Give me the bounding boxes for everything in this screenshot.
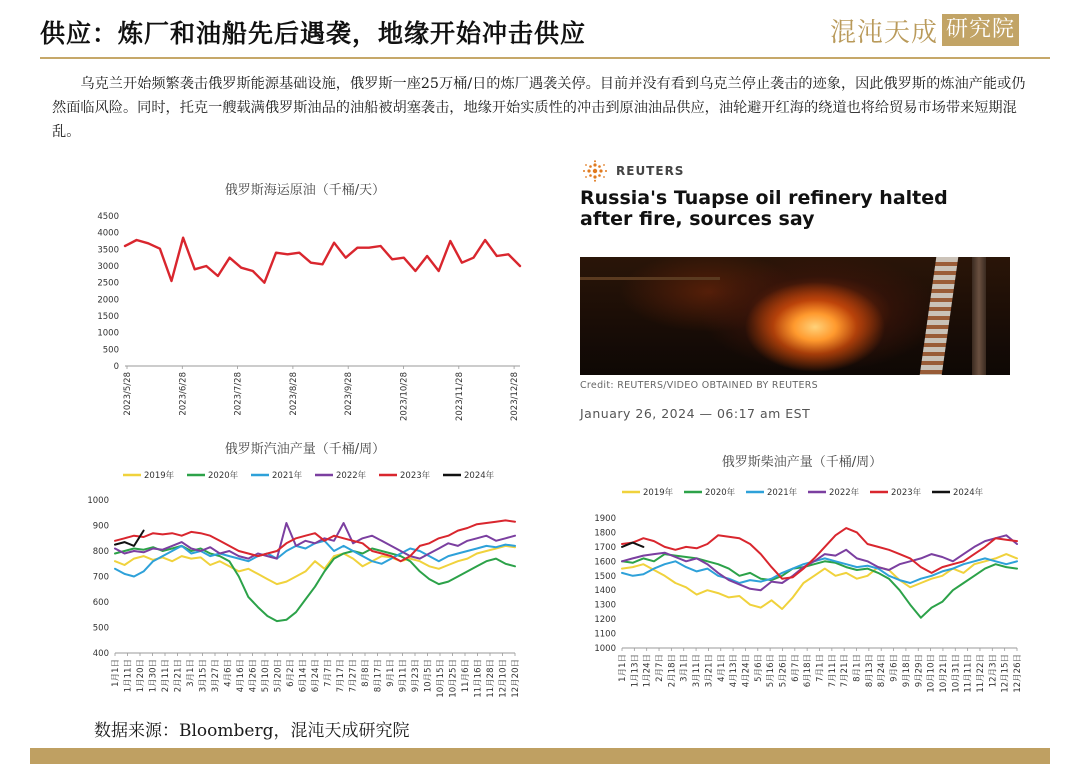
x-tick-label: 2023/8/28 — [288, 372, 299, 416]
title-divider — [40, 57, 1050, 59]
x-tick-label: 3月11日 — [692, 654, 703, 688]
y-tick-label: 600 — [92, 598, 109, 608]
reuters-logo-icon — [580, 160, 610, 182]
x-tick-label: 9月6日 — [889, 654, 900, 682]
news-date: January 26, 2024 — 06:17 am EST — [580, 406, 811, 421]
news-clipping — [580, 160, 1012, 430]
y-tick-label: 900 — [92, 521, 109, 532]
legend-item — [379, 470, 431, 481]
y-tick-label: 1800 — [594, 528, 616, 539]
x-tick-label: 11月16日 — [473, 659, 484, 698]
x-tick-label: 4月6日 — [223, 659, 234, 687]
x-tick-label: 3月15日 — [198, 659, 209, 693]
y-tick-label: 3500 — [97, 245, 119, 256]
y-tick-label: 1400 — [594, 586, 616, 597]
legend-label: 2019年 — [144, 471, 175, 481]
x-tick-label: 4月26日 — [248, 659, 259, 693]
x-tick-label: 8月13日 — [864, 654, 875, 688]
x-tick-label: 10月5日 — [423, 659, 434, 693]
x-tick-label: 2月18日 — [667, 654, 678, 688]
legend-label: 2022年 — [336, 471, 367, 481]
legend-label: 2023年 — [891, 488, 922, 498]
legend-item — [315, 470, 367, 481]
x-tick-label: 12月10日 — [498, 659, 509, 698]
x-tick-label: 8月1日 — [852, 654, 863, 682]
x-tick-label: 7月1日 — [815, 654, 826, 682]
y-tick-label: 1100 — [594, 629, 616, 640]
x-tick-label: 3月1日 — [679, 654, 690, 682]
x-tick-label: 12月26日 — [1013, 654, 1023, 693]
x-tick-label: 7月7日 — [323, 659, 334, 687]
x-tick-label: 3月1日 — [186, 659, 196, 687]
y-tick-label: 500 — [102, 345, 119, 356]
x-tick-label: 12月15日 — [1000, 654, 1011, 693]
x-tick-label: 2月7日 — [655, 654, 666, 682]
reuters-brand — [580, 160, 684, 182]
x-tick-label: 8月8日 — [361, 659, 371, 687]
x-tick-label: 11月6日 — [461, 659, 471, 693]
y-tick-label: 2500 — [97, 278, 119, 289]
x-tick-label: 6月24日 — [311, 659, 321, 693]
x-tick-label: 6月7日 — [790, 654, 801, 682]
x-tick-label: 8月17日 — [373, 659, 384, 693]
x-tick-label: 6月14日 — [298, 659, 309, 693]
logo-box-text: 研究院 — [942, 14, 1019, 46]
x-tick-label: 2月21日 — [173, 659, 184, 693]
x-tick-label: 6月2日 — [286, 659, 296, 687]
x-tick-label: 2023/9/28 — [344, 372, 355, 416]
refinery-fire-photo — [580, 257, 1010, 375]
reuters-name: REUTERS — [616, 164, 685, 178]
series-line — [115, 546, 515, 621]
y-tick-label: 1500 — [594, 571, 616, 582]
x-tick-label: 4月16日 — [236, 659, 246, 693]
x-tick-label: 10月15日 — [436, 659, 446, 698]
legend-item — [123, 470, 175, 481]
y-tick-label: 800 — [92, 547, 109, 557]
x-tick-label: 11月11日 — [963, 654, 974, 693]
legend-label: 2019年 — [643, 488, 674, 498]
x-tick-label: 3月27日 — [211, 659, 221, 693]
x-tick-label: 11月22日 — [975, 654, 986, 693]
x-tick-label: 5月20日 — [273, 659, 284, 693]
x-tick-label: 2023/5/28 — [123, 372, 133, 416]
x-tick-label: 2月11日 — [161, 659, 171, 693]
chart-title: 俄罗斯柴油产量（千桶/周） — [721, 455, 883, 470]
photo-pipe — [580, 277, 720, 280]
legend-label: 2024年 — [464, 471, 495, 481]
x-tick-label: 5月10日 — [261, 659, 271, 693]
x-tick-label: 5月26日 — [778, 654, 789, 688]
x-tick-label: 1月11日 — [123, 659, 134, 693]
y-tick-label: 1000 — [87, 496, 109, 506]
legend-label: 2024年 — [953, 488, 984, 498]
legend-item — [746, 487, 798, 498]
x-tick-label: 1月1日 — [111, 659, 121, 687]
chart-title: 俄罗斯海运原油（千桶/天） — [224, 183, 386, 198]
x-tick-label: 6月18日 — [803, 654, 814, 688]
y-tick-label: 2000 — [97, 295, 119, 306]
x-tick-label: 10月25日 — [448, 659, 459, 698]
x-tick-label: 2023/7/28 — [233, 372, 244, 416]
legend-label: 2022年 — [829, 488, 860, 498]
legend-label: 2023年 — [400, 471, 431, 481]
page-title: 供应：炼厂和油船先后遇袭，地缘开始冲击供应 — [40, 19, 587, 48]
data-source: 数据来源：Bloomberg，混沌天成研究院 — [94, 721, 410, 741]
logo-text: 混沌天成 — [830, 17, 939, 48]
y-tick-label: 700 — [92, 572, 109, 583]
x-tick-label: 1月30日 — [148, 659, 159, 693]
footer-bar — [30, 748, 1050, 764]
x-tick-label: 7月17日 — [336, 659, 346, 693]
x-tick-label: 9月18日 — [901, 654, 912, 688]
y-tick-label: 4000 — [97, 228, 119, 239]
legend-label: 2021年 — [272, 471, 303, 481]
x-tick-label: 4月1日 — [716, 654, 727, 682]
x-tick-label: 2023/11/28 — [454, 372, 465, 421]
x-tick-label: 5月6日 — [753, 654, 764, 682]
company-logo — [830, 12, 1019, 48]
x-tick-label: 7月21日 — [840, 654, 851, 688]
y-tick-label: 3000 — [97, 262, 119, 272]
crude-export-chart — [85, 170, 525, 430]
y-tick-label: 1700 — [594, 542, 616, 553]
legend-item — [622, 487, 674, 498]
legend-item — [870, 487, 922, 498]
x-tick-label: 1月13日 — [630, 654, 641, 688]
y-tick-label: 1600 — [594, 557, 616, 568]
x-tick-label: 12月20日 — [511, 659, 521, 698]
series-line — [115, 531, 144, 546]
x-tick-label: 4月13日 — [729, 654, 740, 688]
x-tick-label: 4月24日 — [741, 654, 752, 688]
legend-item — [187, 470, 239, 481]
diesel-production-chart — [582, 448, 1022, 710]
x-tick-label: 2023/10/28 — [399, 372, 410, 421]
x-tick-label: 9月1日 — [386, 659, 396, 687]
series-line — [125, 238, 520, 283]
x-tick-label: 11月28日 — [486, 659, 496, 698]
x-tick-label: 12月3日 — [988, 654, 999, 688]
photo-chimney — [920, 257, 959, 375]
y-tick-label: 1000 — [97, 328, 119, 339]
news-headline: Russia's Tuapse oil refinery halted after fire, sources say — [580, 187, 948, 230]
legend-item — [443, 470, 495, 481]
x-tick-label: 2023/12/28 — [510, 372, 521, 421]
x-tick-label: 9月23日 — [411, 659, 421, 693]
x-tick-label: 5月16日 — [766, 654, 777, 688]
legend-label: 2020年 — [705, 488, 736, 498]
y-tick-label: 1000 — [594, 644, 616, 654]
x-tick-label: 9月29日 — [914, 654, 925, 688]
x-tick-label: 10月31日 — [951, 654, 962, 693]
y-tick-label: 1300 — [594, 600, 616, 611]
legend-item — [251, 470, 303, 481]
body-paragraph: 乌克兰开始频繁袭击俄罗斯能源基础设施，俄罗斯一座25万桶/日的炼厂遇袭关停。目前并没有看到乌克兰停止袭击的迹象，因此俄罗斯的炼油产能或仍然面临风险。同时，托克一艘载满俄罗斯油品的油船被胡塞袭击，地缘开始实质性的冲击到原油油品供应，油轮避开红海的绕道也将给贸易市场带来短期混乱。 — [52, 76, 1026, 140]
y-tick-label: 4500 — [97, 212, 119, 222]
gasoline-production-chart — [75, 432, 535, 710]
x-tick-label: 7月27日 — [348, 659, 359, 693]
x-tick-label: 3月21日 — [704, 654, 715, 688]
x-tick-label: 7月11日 — [827, 654, 838, 688]
x-tick-label: 9月11日 — [398, 659, 409, 693]
legend-label: 2020年 — [208, 471, 239, 481]
photo-column — [972, 257, 986, 375]
y-tick-label: 0 — [113, 362, 119, 372]
y-tick-label: 1500 — [97, 312, 119, 322]
legend-item — [684, 487, 736, 498]
legend-label: 2021年 — [767, 488, 798, 498]
x-tick-label: 1月1日 — [618, 654, 628, 682]
y-tick-label: 500 — [92, 623, 109, 634]
y-tick-label: 1200 — [594, 615, 616, 626]
x-tick-label: 8月24日 — [877, 654, 888, 688]
x-tick-label: 1月24日 — [642, 654, 653, 688]
x-tick-label: 10月21日 — [938, 654, 949, 693]
y-tick-label: 400 — [92, 649, 109, 659]
photo-credit: Credit: REUTERS/VIDEO OBTAINED BY REUTERS — [580, 380, 819, 391]
legend-item — [932, 487, 984, 498]
chart-title: 俄罗斯汽油产量（千桶/周） — [224, 442, 386, 457]
legend-item — [808, 487, 860, 498]
y-tick-label: 1900 — [594, 514, 616, 524]
x-tick-label: 1月20日 — [136, 659, 146, 693]
x-tick-label: 10月10日 — [926, 654, 937, 693]
x-tick-label: 2023/6/28 — [178, 372, 189, 416]
